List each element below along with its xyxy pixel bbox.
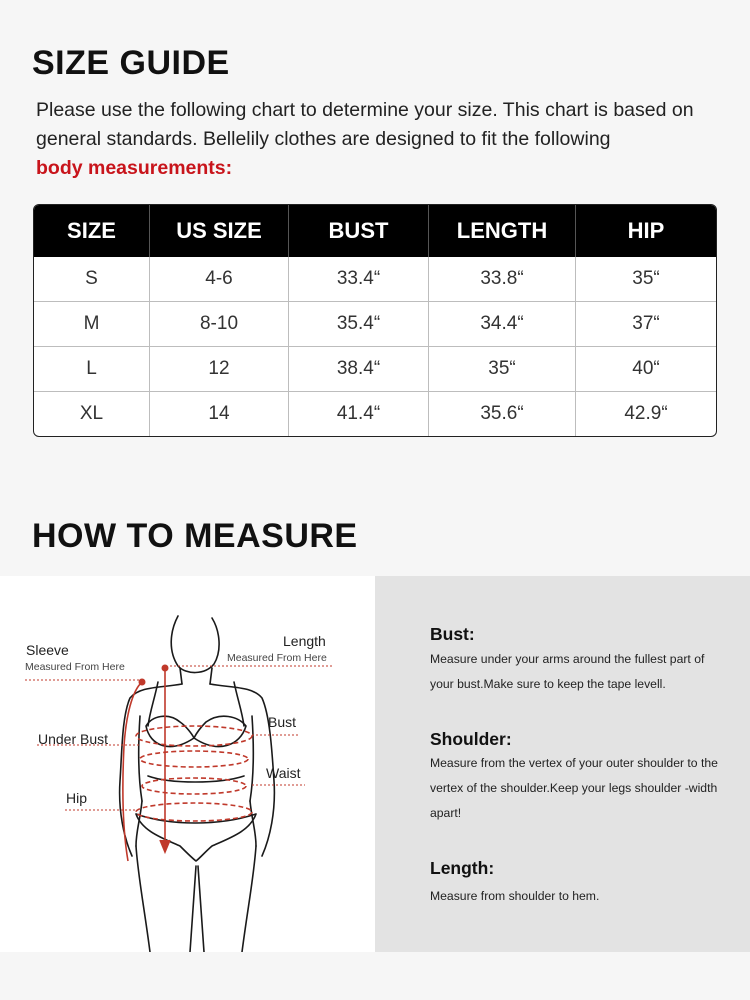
cell-bust: 35.4“ bbox=[289, 301, 429, 346]
cell-bust: 41.4“ bbox=[289, 391, 429, 436]
bust-instruction: Measure under your arms around the fullest part of your bust.Make sure to keep the tape levell. bbox=[430, 652, 705, 691]
header-bust: BUST bbox=[289, 205, 429, 257]
intro-highlight: body measurements: bbox=[36, 157, 233, 179]
under-bust-measure-line bbox=[140, 751, 248, 767]
label-waist: Waist bbox=[266, 765, 301, 781]
length-arrow-icon bbox=[160, 840, 170, 852]
table-row bbox=[34, 391, 716, 436]
cell-size: M bbox=[34, 301, 150, 346]
label-under-bust: Under Bust bbox=[38, 731, 109, 747]
waist-measure-line bbox=[142, 778, 246, 794]
cell-size: S bbox=[34, 257, 150, 301]
label-bust: Bust bbox=[268, 714, 297, 730]
cell-us-size: 4-6 bbox=[150, 257, 289, 301]
measure-points bbox=[139, 665, 169, 686]
label-length: Length bbox=[283, 633, 326, 649]
size-guide-intro bbox=[36, 96, 726, 183]
measurement-diagram-panel bbox=[0, 576, 375, 952]
label-hip: Hip bbox=[66, 790, 88, 806]
cell-hip: 35“ bbox=[632, 268, 660, 289]
cell-size: L bbox=[34, 346, 150, 391]
header-length: LENGTH bbox=[429, 205, 576, 257]
table-row bbox=[34, 301, 716, 346]
cell-length: 33.8“ bbox=[429, 257, 576, 301]
cell-bust: 38.4“ bbox=[289, 346, 429, 391]
cell-length: 35.6“ bbox=[429, 391, 576, 436]
cell-us-size: 8-10 bbox=[150, 301, 289, 346]
measurement-lines bbox=[123, 668, 252, 861]
cell-size: XL bbox=[34, 391, 150, 436]
measurement-instructions-panel bbox=[375, 576, 750, 952]
cell-length: 34.4“ bbox=[429, 301, 576, 346]
how-to-measure-title: HOW TO MEASURE bbox=[32, 517, 358, 555]
sleeve-start-dot-icon bbox=[139, 679, 146, 686]
cell-hip: 37“ bbox=[576, 301, 716, 346]
size-chart-table bbox=[33, 204, 717, 437]
hip-measure-line bbox=[136, 803, 252, 821]
table-row bbox=[34, 257, 716, 301]
table-row bbox=[34, 346, 716, 391]
header-us-size: US SIZE bbox=[150, 205, 289, 257]
length-instruction: Measure from shoulder to hem. bbox=[430, 889, 600, 903]
cell-us-size: 12 bbox=[150, 346, 289, 391]
label-sleeve-sub: Measured From Here bbox=[25, 661, 125, 673]
cell-hip: 42.9“ bbox=[576, 391, 716, 436]
label-sleeve: Sleeve bbox=[26, 642, 69, 658]
size-guide-title: SIZE GUIDE bbox=[32, 44, 230, 82]
length-heading: Length: bbox=[430, 858, 495, 878]
header-hip: HIP bbox=[576, 205, 716, 257]
cell-us-size: 14 bbox=[150, 391, 289, 436]
label-length-sub: Measured From Here bbox=[227, 652, 327, 664]
intro-text: Please use the following chart to determine your size. This chart is based on general standards. Bellelily clothes are designed to fit the following bbox=[36, 99, 694, 150]
cell-length: 35“ bbox=[429, 346, 576, 391]
cell-bust: 33.4“ bbox=[289, 257, 429, 301]
bust-measure-line bbox=[136, 726, 252, 746]
shoulder-heading: Shoulder: bbox=[430, 729, 512, 749]
table-header-row bbox=[34, 205, 716, 257]
cell-hip: 40“ bbox=[576, 346, 716, 391]
length-start-dot-icon bbox=[162, 665, 169, 672]
header-size: SIZE bbox=[34, 205, 150, 257]
bust-heading: Bust: bbox=[430, 624, 475, 644]
shoulder-instruction: Measure from the vertex of your outer shoulder to the vertex of the shoulder.Keep your legs shoulder -width apart! bbox=[430, 756, 718, 820]
